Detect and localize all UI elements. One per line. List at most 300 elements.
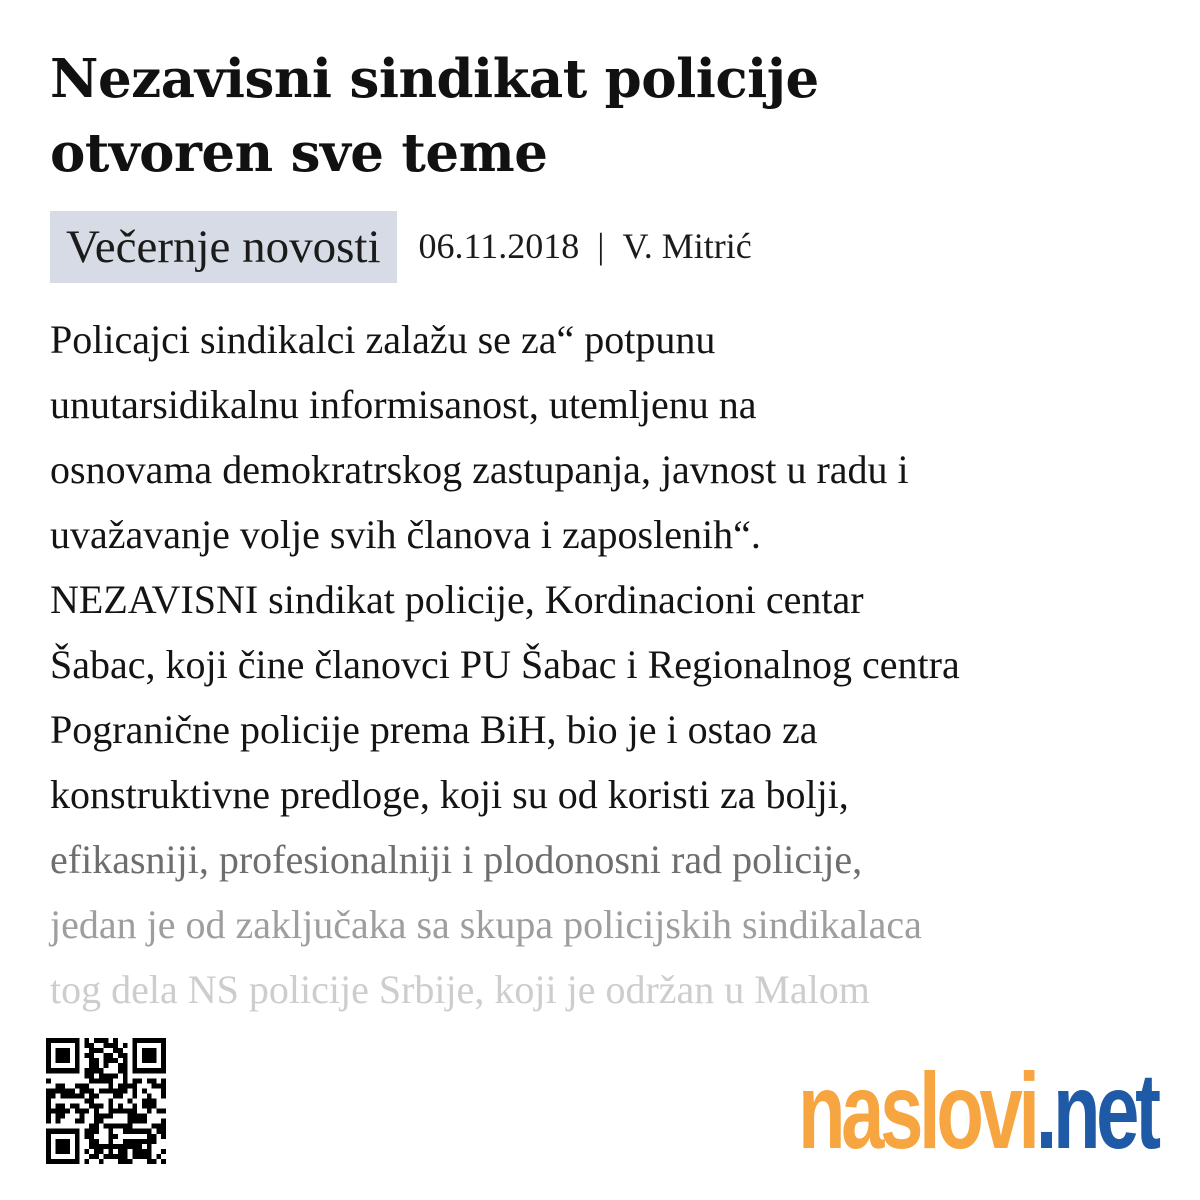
- qr-module: [99, 1144, 104, 1149]
- qr-module: [142, 1053, 147, 1058]
- qr-module: [123, 1154, 128, 1159]
- qr-module: [46, 1078, 51, 1083]
- qr-module: [142, 1129, 147, 1134]
- qr-module: [94, 1154, 99, 1159]
- qr-module: [147, 1093, 152, 1098]
- qr-module: [132, 1149, 137, 1154]
- qr-module: [60, 1058, 65, 1063]
- qr-module: [84, 1073, 89, 1078]
- naslovi-net-logo[interactable]: [798, 1050, 1157, 1171]
- qr-module: [137, 1068, 142, 1073]
- qr-module: [65, 1129, 70, 1134]
- qr-module: [75, 1043, 80, 1048]
- qr-module: [161, 1119, 166, 1124]
- qr-module: [75, 1129, 80, 1134]
- qr-module: [75, 1139, 80, 1144]
- qr-module: [108, 1058, 113, 1063]
- qr-module: [123, 1129, 128, 1134]
- qr-module: [65, 1068, 70, 1073]
- qr-module: [89, 1098, 94, 1103]
- qr-module: [123, 1083, 128, 1088]
- qr-module: [118, 1149, 123, 1154]
- qr-module: [56, 1119, 61, 1124]
- qr-module: [118, 1068, 123, 1073]
- qr-module: [104, 1078, 109, 1083]
- qr-module: [80, 1088, 85, 1093]
- qr-module: [128, 1109, 133, 1114]
- qr-module: [137, 1114, 142, 1119]
- body-line-4: uvažavanje volje svih članova i zaposlenih“.: [50, 512, 761, 557]
- qr-module: [94, 1048, 99, 1053]
- byline-separator: |: [597, 226, 605, 266]
- qr-module: [113, 1144, 118, 1149]
- qr-module: [65, 1093, 70, 1098]
- qr-module: [65, 1144, 70, 1149]
- qr-module: [70, 1088, 75, 1093]
- qr-module: [113, 1088, 118, 1093]
- qr-module: [113, 1109, 118, 1114]
- qr-module: [161, 1053, 166, 1058]
- qr-module: [56, 1058, 61, 1063]
- qr-module: [113, 1038, 118, 1043]
- qr-module: [118, 1063, 123, 1068]
- qr-module: [156, 1109, 161, 1114]
- qr-module: [46, 1053, 51, 1058]
- qr-module: [56, 1144, 61, 1149]
- qr-module: [161, 1043, 166, 1048]
- source-badge[interactable]: Večernje novosti: [50, 211, 397, 283]
- qr-module: [99, 1159, 104, 1164]
- qr-module: [94, 1109, 99, 1114]
- qr-module: [104, 1124, 109, 1129]
- qr-module: [80, 1109, 85, 1114]
- qr-module: [137, 1144, 142, 1149]
- qr-module: [70, 1038, 75, 1043]
- qr-module: [46, 1063, 51, 1068]
- qr-module: [65, 1053, 70, 1058]
- qr-module: [99, 1149, 104, 1154]
- qr-module: [108, 1139, 113, 1144]
- qr-module: [161, 1038, 166, 1043]
- qr-module: [113, 1073, 118, 1078]
- qr-module: [89, 1063, 94, 1068]
- qr-module: [46, 1114, 51, 1119]
- qr-module: [108, 1144, 113, 1149]
- qr-module: [161, 1149, 166, 1154]
- qr-module: [56, 1159, 61, 1164]
- qr-module: [152, 1134, 157, 1139]
- qr-module: [123, 1068, 128, 1073]
- qr-module: [75, 1149, 80, 1154]
- qr-module: [89, 1073, 94, 1078]
- qr-module: [123, 1139, 128, 1144]
- qr-module: [65, 1109, 70, 1114]
- qr-module: [161, 1083, 166, 1088]
- qr-module: [113, 1134, 118, 1139]
- qr-module: [156, 1083, 161, 1088]
- qr-module: [113, 1058, 118, 1063]
- qr-module: [46, 1098, 51, 1103]
- qr-code-icon[interactable]: [46, 1038, 166, 1164]
- qr-module: [60, 1083, 65, 1088]
- qr-module: [142, 1048, 147, 1053]
- qr-module: [113, 1043, 118, 1048]
- body-line-2: unutarsidikalnu informisanost, utemljenu na: [50, 382, 757, 427]
- qr-module: [75, 1038, 80, 1043]
- qr-module: [108, 1149, 113, 1154]
- qr-module: [51, 1093, 56, 1098]
- qr-module: [46, 1058, 51, 1063]
- qr-module: [99, 1068, 104, 1073]
- qr-module: [70, 1068, 75, 1073]
- qr-module: [65, 1139, 70, 1144]
- headline-line-2: otvoren sve teme: [50, 122, 548, 184]
- qr-module: [75, 1144, 80, 1149]
- qr-module: [108, 1098, 113, 1103]
- qr-module: [94, 1139, 99, 1144]
- qr-module: [46, 1139, 51, 1144]
- qr-module: [118, 1159, 123, 1164]
- qr-module: [128, 1083, 133, 1088]
- qr-module: [65, 1159, 70, 1164]
- article-headline: [50, 42, 1160, 190]
- article-meta: [50, 211, 752, 283]
- qr-module: [152, 1124, 157, 1129]
- qr-module: [104, 1154, 109, 1159]
- qr-module: [108, 1124, 113, 1129]
- qr-module: [104, 1058, 109, 1063]
- qr-module: [108, 1129, 113, 1134]
- qr-module: [128, 1139, 133, 1144]
- qr-module: [118, 1093, 123, 1098]
- qr-module: [89, 1134, 94, 1139]
- qr-module: [108, 1134, 113, 1139]
- qr-module: [161, 1134, 166, 1139]
- qr-module: [123, 1159, 128, 1164]
- qr-module: [152, 1083, 157, 1088]
- qr-module: [147, 1053, 152, 1058]
- qr-module: [147, 1068, 152, 1073]
- qr-module: [132, 1048, 137, 1053]
- qr-module: [56, 1104, 61, 1109]
- qr-module: [75, 1109, 80, 1114]
- qr-module: [75, 1093, 80, 1098]
- qr-module: [152, 1058, 157, 1063]
- qr-module: [137, 1078, 142, 1083]
- qr-module: [108, 1088, 113, 1093]
- qr-module: [132, 1129, 137, 1134]
- qr-module: [94, 1124, 99, 1129]
- qr-module: [142, 1058, 147, 1063]
- qr-module: [147, 1134, 152, 1139]
- qr-module: [128, 1114, 133, 1119]
- qr-module: [118, 1053, 123, 1058]
- qr-module: [147, 1109, 152, 1114]
- qr-module: [113, 1154, 118, 1159]
- qr-module: [70, 1129, 75, 1134]
- qr-module: [132, 1083, 137, 1088]
- qr-module: [56, 1109, 61, 1114]
- qr-module: [137, 1129, 142, 1134]
- qr-module: [161, 1058, 166, 1063]
- qr-module: [128, 1124, 133, 1129]
- qr-module: [80, 1093, 85, 1098]
- qr-module: [132, 1119, 137, 1124]
- qr-module: [89, 1078, 94, 1083]
- qr-module: [99, 1119, 104, 1124]
- qr-module: [89, 1144, 94, 1149]
- qr-module: [104, 1088, 109, 1093]
- qr-module: [142, 1154, 147, 1159]
- qr-module: [84, 1129, 89, 1134]
- qr-module: [123, 1053, 128, 1058]
- qr-module: [89, 1093, 94, 1098]
- qr-module: [118, 1154, 123, 1159]
- qr-module: [84, 1083, 89, 1088]
- qr-module: [152, 1048, 157, 1053]
- qr-module: [75, 1058, 80, 1063]
- qr-module: [46, 1129, 51, 1134]
- qr-module: [56, 1129, 61, 1134]
- qr-module: [161, 1129, 166, 1134]
- qr-module: [84, 1053, 89, 1058]
- headline-line-1: Nezavisni sindikat policije: [50, 48, 819, 110]
- qr-module: [137, 1154, 142, 1159]
- qr-module: [128, 1159, 133, 1164]
- qr-module: [89, 1129, 94, 1134]
- qr-module: [99, 1048, 104, 1053]
- qr-module: [80, 1083, 85, 1088]
- qr-module: [152, 1139, 157, 1144]
- qr-module: [56, 1048, 61, 1053]
- qr-module: [108, 1083, 113, 1088]
- qr-module: [46, 1109, 51, 1114]
- article-byline: [419, 225, 752, 267]
- qr-module: [137, 1119, 142, 1124]
- qr-module: [104, 1073, 109, 1078]
- qr-module: [161, 1093, 166, 1098]
- qr-module: [132, 1139, 137, 1144]
- qr-module: [99, 1073, 104, 1078]
- qr-module: [51, 1129, 56, 1134]
- qr-module: [75, 1048, 80, 1053]
- qr-module: [70, 1093, 75, 1098]
- qr-module: [152, 1053, 157, 1058]
- qr-module: [118, 1124, 123, 1129]
- qr-module: [147, 1159, 152, 1164]
- qr-module: [108, 1154, 113, 1159]
- qr-module: [75, 1053, 80, 1058]
- qr-module: [104, 1043, 109, 1048]
- qr-module: [137, 1149, 142, 1154]
- qr-module: [89, 1043, 94, 1048]
- qr-module: [132, 1154, 137, 1159]
- qr-module: [94, 1104, 99, 1109]
- qr-module: [75, 1134, 80, 1139]
- qr-module: [89, 1088, 94, 1093]
- qr-module: [60, 1139, 65, 1144]
- qr-module: [123, 1043, 128, 1048]
- qr-module: [46, 1043, 51, 1048]
- qr-module: [65, 1038, 70, 1043]
- qr-module: [60, 1109, 65, 1114]
- qr-module: [147, 1058, 152, 1063]
- qr-module: [147, 1078, 152, 1083]
- qr-module: [65, 1088, 70, 1093]
- qr-module: [123, 1088, 128, 1093]
- qr-module: [108, 1053, 113, 1058]
- qr-module: [94, 1058, 99, 1063]
- body-line-3: osnovama demokratrskog zastupanja, javnost u radu i: [50, 447, 909, 492]
- qr-module: [84, 1149, 89, 1154]
- qr-module: [161, 1159, 166, 1164]
- qr-module: [84, 1088, 89, 1093]
- article-body: [50, 307, 1160, 1022]
- qr-module: [94, 1119, 99, 1124]
- qr-module: [46, 1144, 51, 1149]
- qr-module: [46, 1134, 51, 1139]
- qr-module: [104, 1038, 109, 1043]
- qr-module: [56, 1139, 61, 1144]
- qr-module: [152, 1104, 157, 1109]
- qr-module: [84, 1043, 89, 1048]
- qr-module: [99, 1114, 104, 1119]
- qr-module: [104, 1063, 109, 1068]
- qr-module: [94, 1038, 99, 1043]
- qr-module: [132, 1104, 137, 1109]
- qr-module: [46, 1038, 51, 1043]
- qr-module: [75, 1104, 80, 1109]
- qr-module: [147, 1129, 152, 1134]
- qr-module: [99, 1104, 104, 1109]
- qr-module: [60, 1088, 65, 1093]
- qr-module: [132, 1109, 137, 1114]
- qr-module: [56, 1114, 61, 1119]
- qr-module: [89, 1124, 94, 1129]
- qr-module: [156, 1124, 161, 1129]
- qr-module: [56, 1088, 61, 1093]
- qr-module: [84, 1098, 89, 1103]
- qr-module: [147, 1144, 152, 1149]
- qr-module: [94, 1144, 99, 1149]
- qr-module: [46, 1088, 51, 1093]
- qr-module: [118, 1104, 123, 1109]
- qr-module: [132, 1114, 137, 1119]
- qr-module: [60, 1068, 65, 1073]
- qr-module: [56, 1149, 61, 1154]
- qr-module: [65, 1149, 70, 1154]
- qr-module: [60, 1114, 65, 1119]
- qr-module: [46, 1119, 51, 1124]
- qr-module: [113, 1093, 118, 1098]
- qr-module: [142, 1098, 147, 1103]
- qr-module: [152, 1038, 157, 1043]
- qr-module: [56, 1083, 61, 1088]
- qr-module: [147, 1154, 152, 1159]
- qr-module: [56, 1038, 61, 1043]
- body-line-8: konstruktivne predloge, koji su od koristi za bolji,: [50, 772, 849, 817]
- qr-module: [80, 1119, 85, 1124]
- qr-module: [123, 1109, 128, 1114]
- qr-module: [70, 1104, 75, 1109]
- qr-module: [152, 1098, 157, 1103]
- qr-module: [123, 1078, 128, 1083]
- qr-module: [152, 1159, 157, 1164]
- qr-module: [60, 1129, 65, 1134]
- qr-module: [118, 1109, 123, 1114]
- qr-module: [152, 1078, 157, 1083]
- qr-module: [108, 1104, 113, 1109]
- qr-module: [128, 1098, 133, 1103]
- qr-module: [60, 1159, 65, 1164]
- qr-module: [70, 1159, 75, 1164]
- qr-module: [156, 1129, 161, 1134]
- body-line-6: Šabac, koji čine članovci PU Šabac i Regionalnog centra: [50, 642, 960, 687]
- article-date: 06.11.2018: [418, 226, 580, 266]
- qr-module: [51, 1109, 56, 1114]
- qr-module: [108, 1114, 113, 1119]
- qr-module: [89, 1139, 94, 1144]
- body-line-10: jedan je od zaključaka sa skupa policijskih sindikalaca: [50, 902, 922, 947]
- qr-module: [128, 1144, 133, 1149]
- qr-module: [142, 1038, 147, 1043]
- qr-module: [89, 1053, 94, 1058]
- qr-module: [89, 1048, 94, 1053]
- qr-module: [84, 1109, 89, 1114]
- qr-code-graphic: [46, 1038, 166, 1164]
- qr-module: [161, 1109, 166, 1114]
- qr-module: [118, 1144, 123, 1149]
- qr-module: [123, 1058, 128, 1063]
- qr-module: [147, 1048, 152, 1053]
- qr-module: [94, 1063, 99, 1068]
- logo-part-net: .net: [1035, 1050, 1157, 1171]
- qr-module: [46, 1149, 51, 1154]
- qr-module: [156, 1038, 161, 1043]
- qr-module: [118, 1083, 123, 1088]
- qr-module: [60, 1048, 65, 1053]
- qr-module: [161, 1078, 166, 1083]
- qr-module: [65, 1058, 70, 1063]
- qr-module: [142, 1104, 147, 1109]
- article-author: V. Mitrić: [622, 226, 752, 266]
- qr-module: [123, 1124, 128, 1129]
- qr-module: [104, 1114, 109, 1119]
- qr-module: [84, 1159, 89, 1164]
- qr-module: [56, 1068, 61, 1073]
- qr-module: [60, 1149, 65, 1154]
- qr-module: [84, 1038, 89, 1043]
- qr-module: [132, 1063, 137, 1068]
- qr-module: [137, 1139, 142, 1144]
- qr-module: [147, 1104, 152, 1109]
- qr-module: [46, 1068, 51, 1073]
- qr-module: [132, 1093, 137, 1098]
- qr-module: [132, 1068, 137, 1073]
- qr-module: [118, 1048, 123, 1053]
- qr-module: [99, 1038, 104, 1043]
- qr-module: [84, 1068, 89, 1073]
- qr-module: [89, 1068, 94, 1073]
- qr-module: [89, 1104, 94, 1109]
- qr-module: [132, 1043, 137, 1048]
- qr-module: [108, 1043, 113, 1048]
- qr-module: [75, 1119, 80, 1124]
- qr-module: [132, 1038, 137, 1043]
- qr-module: [108, 1073, 113, 1078]
- qr-module: [152, 1068, 157, 1073]
- qr-module: [94, 1078, 99, 1083]
